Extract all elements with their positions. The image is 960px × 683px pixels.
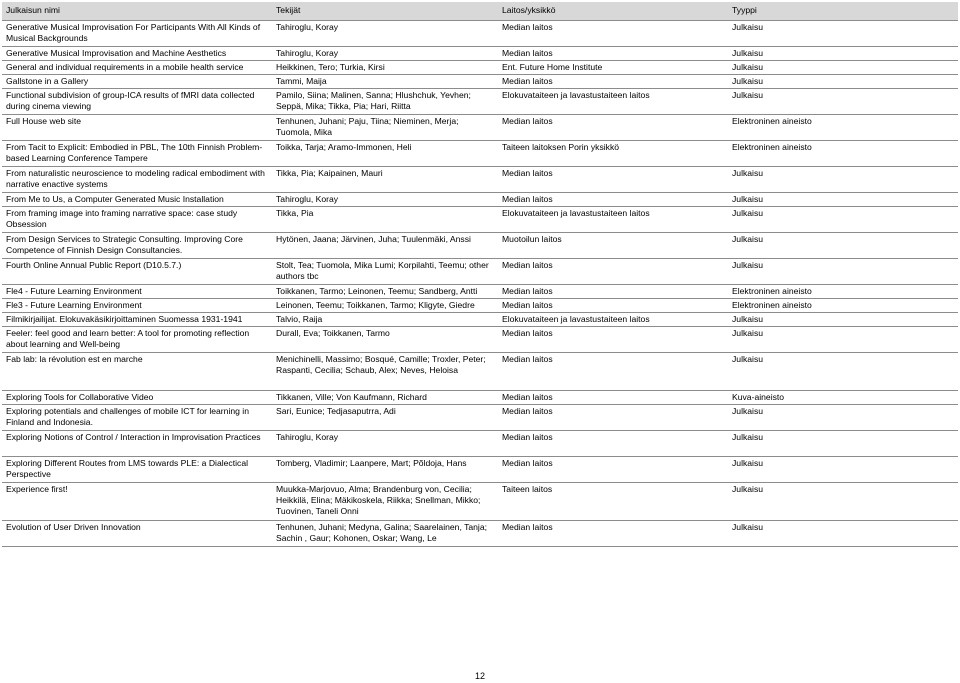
- header-type: Tyyppi: [728, 2, 958, 21]
- cell-title: Exploring Different Routes from LMS towards PLE: a Dialectical Perspective: [2, 457, 272, 483]
- cell-type: Elektroninen aineisto: [728, 115, 958, 141]
- cell-department: Median laitos: [498, 75, 728, 89]
- cell-authors: Tenhunen, Juhani; Paju, Tiina; Nieminen, Merja; Tuomola, Mika: [272, 115, 498, 141]
- table-row: [2, 299, 958, 313]
- cell-authors: Hytönen, Jaana; Järvinen, Juha; Tuulenmäki, Anssi: [272, 233, 498, 259]
- cell-department: Elokuvataiteen ja lavastustaiteen laitos: [498, 313, 728, 327]
- table-row: [2, 483, 958, 521]
- table-row: [2, 313, 958, 327]
- table-row: [2, 405, 958, 431]
- table-row: [2, 141, 958, 167]
- cell-department: Median laitos: [498, 21, 728, 47]
- cell-type: Julkaisu: [728, 193, 958, 207]
- cell-title: Fab lab: la révolution est en marche: [2, 353, 272, 391]
- table-row: [2, 89, 958, 115]
- cell-department: Median laitos: [498, 405, 728, 431]
- cell-type: Julkaisu: [728, 61, 958, 75]
- cell-authors: Tomberg, Vladimir; Laanpere, Mart; Põldoja, Hans: [272, 457, 498, 483]
- cell-department: Median laitos: [498, 115, 728, 141]
- cell-department: Muotoilun laitos: [498, 233, 728, 259]
- cell-authors: Pamilo, Siina; Malinen, Sanna; Hlushchuk, Yevhen; Seppä, Mika; Tikka, Pia; Hari, Riitta: [272, 89, 498, 115]
- cell-type: Julkaisu: [728, 457, 958, 483]
- cell-department: Median laitos: [498, 353, 728, 391]
- cell-department: Median laitos: [498, 47, 728, 61]
- cell-department: Median laitos: [498, 193, 728, 207]
- cell-title: From framing image into framing narrative space: case study Obsession: [2, 207, 272, 233]
- page-number: 12: [474, 671, 485, 681]
- cell-title: From Tacit to Explicit: Embodied in PBL, The 10th Finnish Problem-based Learning Conference Tampere: [2, 141, 272, 167]
- header-authors: Tekijät: [272, 2, 498, 21]
- cell-title: From Me to Us, a Computer Generated Music Installation: [2, 193, 272, 207]
- cell-type: Julkaisu: [728, 521, 958, 547]
- table-row: [2, 193, 958, 207]
- cell-authors: Tikkanen, Ville; Von Kaufmann, Richard: [272, 391, 498, 405]
- table-row: [2, 167, 958, 193]
- cell-authors: Tammi, Maija: [272, 75, 498, 89]
- cell-authors: Stolt, Tea; Tuomola, Mika Lumi; Korpilahti, Teemu; other authors tbc: [272, 259, 498, 285]
- cell-authors: Tahiroglu, Koray: [272, 21, 498, 47]
- cell-title: Exploring Notions of Control / Interaction in Improvisation Practices: [2, 431, 272, 457]
- cell-type: Julkaisu: [728, 259, 958, 285]
- cell-title: Gallstone in a Gallery: [2, 75, 272, 89]
- cell-type: Julkaisu: [728, 327, 958, 353]
- cell-type: Kuva-aineisto: [728, 391, 958, 405]
- cell-title: Fourth Online Annual Public Report (D10.5.7.): [2, 259, 272, 285]
- cell-department: Median laitos: [498, 167, 728, 193]
- cell-type: Julkaisu: [728, 353, 958, 391]
- cell-department: Median laitos: [498, 259, 728, 285]
- cell-title: General and individual requirements in a mobile health service: [2, 61, 272, 75]
- cell-title: Functional subdivision of group-ICA results of fMRI data collected during cinema viewing: [2, 89, 272, 115]
- publications-table: [2, 2, 958, 547]
- cell-type: Julkaisu: [728, 89, 958, 115]
- cell-title: Exploring potentials and challenges of mobile ICT for learning in Finland and Indonesia.: [2, 405, 272, 431]
- table-row: [2, 207, 958, 233]
- table-row: [2, 457, 958, 483]
- cell-authors: Tahiroglu, Koray: [272, 47, 498, 61]
- cell-department: Median laitos: [498, 327, 728, 353]
- cell-authors: Leinonen, Teemu; Toikkanen, Tarmo; Kligyte, Giedre: [272, 299, 498, 313]
- cell-department: Median laitos: [498, 391, 728, 405]
- cell-authors: Durall, Eva; Toikkanen, Tarmo: [272, 327, 498, 353]
- cell-authors: Tikka, Pia; Kaipainen, Mauri: [272, 167, 498, 193]
- cell-type: Julkaisu: [728, 75, 958, 89]
- cell-title: Evolution of User Driven Innovation: [2, 521, 272, 547]
- cell-type: Julkaisu: [728, 21, 958, 47]
- table-row: [2, 327, 958, 353]
- cell-type: Julkaisu: [728, 405, 958, 431]
- cell-department: Median laitos: [498, 431, 728, 457]
- cell-department: Median laitos: [498, 457, 728, 483]
- cell-authors: Tenhunen, Juhani; Medyna, Galina; Saarelainen, Tanja; Sachin , Gaur; Kohonen, Oskar; Wang, Le: [272, 521, 498, 547]
- cell-title: Experience first!: [2, 483, 272, 521]
- cell-title: Generative Musical Improvisation For Participants With All Kinds of Musical Backgrounds: [2, 21, 272, 47]
- cell-department: Ent. Future Home Institute: [498, 61, 728, 75]
- cell-type: Julkaisu: [728, 431, 958, 457]
- table-row: [2, 391, 958, 405]
- table-row: [2, 21, 958, 47]
- table-row: [2, 521, 958, 547]
- cell-type: Julkaisu: [728, 207, 958, 233]
- cell-type: Elektroninen aineisto: [728, 299, 958, 313]
- cell-title: Fle3 - Future Learning Environment: [2, 299, 272, 313]
- cell-title: Fle4 - Future Learning Environment: [2, 285, 272, 299]
- table-row: [2, 431, 958, 457]
- cell-authors: Toikkanen, Tarmo; Leinonen, Teemu; Sandberg, Antti: [272, 285, 498, 299]
- cell-department: Taiteen laitos: [498, 483, 728, 521]
- cell-authors: Toikka, Tarja; Aramo-Immonen, Heli: [272, 141, 498, 167]
- cell-department: Median laitos: [498, 299, 728, 313]
- cell-authors: Muukka-Marjovuo, Alma; Brandenburg von, Cecilia; Heikkilä, Elina; Mäkikoskela, Riikka; Snellman, Mikko; Tuovinen, Taneli Onni: [272, 483, 498, 521]
- cell-department: Elokuvataiteen ja lavastustaiteen laitos: [498, 207, 728, 233]
- cell-authors: Talvio, Raija: [272, 313, 498, 327]
- table-row: [2, 75, 958, 89]
- cell-type: Julkaisu: [728, 233, 958, 259]
- header-department: Laitos/yksikkö: [498, 2, 728, 21]
- table-row: [2, 115, 958, 141]
- table-row: [2, 47, 958, 61]
- cell-title: Full House web site: [2, 115, 272, 141]
- cell-authors: Menichinelli, Massimo; Bosqué, Camille; Troxler, Peter; Raspanti, Cecilia; Schaub, Alex; Neves, Heloisa: [272, 353, 498, 391]
- cell-type: Julkaisu: [728, 47, 958, 61]
- cell-department: Median laitos: [498, 521, 728, 547]
- cell-title: From naturalistic neuroscience to modeling radical embodiment with narrative enactive systems: [2, 167, 272, 193]
- cell-authors: Tahiroglu, Koray: [272, 431, 498, 457]
- table-header-row: [2, 2, 958, 21]
- cell-authors: Heikkinen, Tero; Turkia, Kirsi: [272, 61, 498, 75]
- cell-department: Elokuvataiteen ja lavastustaiteen laitos: [498, 89, 728, 115]
- cell-title: Exploring Tools for Collaborative Video: [2, 391, 272, 405]
- cell-authors: Tikka, Pia: [272, 207, 498, 233]
- table-row: [2, 285, 958, 299]
- cell-title: Filmikirjailijat. Elokuvakäsikirjoittaminen Suomessa 1931-1941: [2, 313, 272, 327]
- table-row: [2, 61, 958, 75]
- cell-department: Median laitos: [498, 285, 728, 299]
- table-row: [2, 259, 958, 285]
- cell-type: Julkaisu: [728, 167, 958, 193]
- cell-department: Taiteen laitoksen Porin yksikkö: [498, 141, 728, 167]
- table-body: [2, 21, 958, 547]
- cell-title: From Design Services to Strategic Consulting. Improving Core Competence of Finnish Design Consultancies.: [2, 233, 272, 259]
- table-row: [2, 233, 958, 259]
- cell-authors: Sari, Eunice; Tedjasaputrra, Adi: [272, 405, 498, 431]
- header-title: Julkaisun nimi: [2, 2, 272, 21]
- cell-type: Julkaisu: [728, 313, 958, 327]
- cell-title: Generative Musical Improvisation and Machine Aesthetics: [2, 47, 272, 61]
- cell-authors: Tahiroglu, Koray: [272, 193, 498, 207]
- cell-title: Feeler: feel good and learn better: A tool for promoting reflection about learning and Well-being: [2, 327, 272, 353]
- cell-type: Elektroninen aineisto: [728, 141, 958, 167]
- table-row: [2, 353, 958, 391]
- cell-type: Elektroninen aineisto: [728, 285, 958, 299]
- cell-type: Julkaisu: [728, 483, 958, 521]
